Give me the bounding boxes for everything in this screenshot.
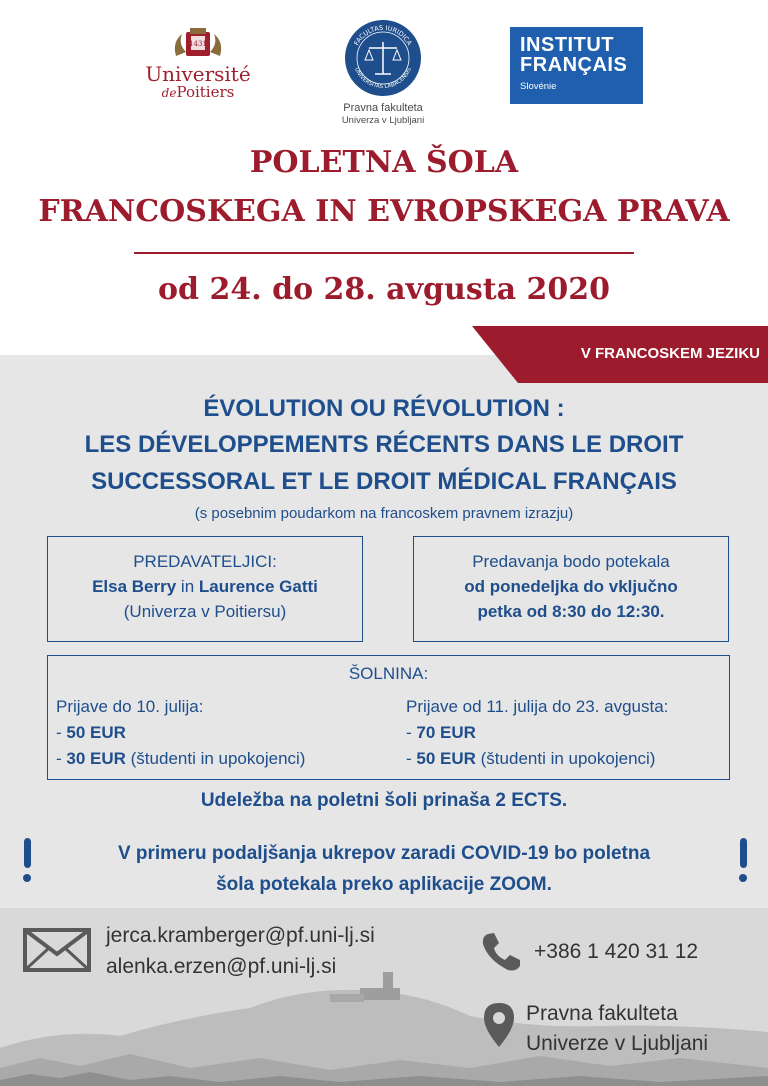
logo-bar: [0, 0, 768, 140]
phone-number[interactable]: +386 1 420 31 12: [534, 940, 699, 963]
fees-early-price1-value: 50 EUR: [66, 723, 126, 742]
lecturer-1: Elsa Berry: [92, 577, 177, 596]
pf-seal-icon: [343, 18, 423, 98]
poitiers-crest-icon: [170, 26, 226, 62]
title-line1: POLETNA ŠOLA: [249, 145, 519, 180]
lecturers-affiliation: (Univerza v Poitiersu): [123, 602, 287, 621]
pf-line1: Pravna fakulteta: [343, 102, 423, 114]
pf-seal-top-text: FACULTAS IURIDICA: [352, 23, 414, 47]
course-title-line1: ÉVOLUTION OU RÉVOLUTION :: [203, 395, 565, 422]
pravna-fakulteta-logo: [333, 18, 433, 127]
if-line2: FRANÇAIS: [520, 54, 628, 76]
email-1[interactable]: jerca.kramberger@pf.uni-lj.si: [106, 924, 375, 947]
lecturers-box: [47, 536, 363, 642]
address-line1: Pravna fakulteta: [526, 1002, 678, 1025]
lecturers-names: [48, 574, 362, 599]
fees-early: [56, 694, 305, 772]
if-line1: INSTITUT: [520, 34, 614, 56]
dash: -: [406, 749, 417, 768]
pf-seal-bottom-text: UNIVERSITAS LABACENSIS: [353, 66, 413, 91]
envelope-icon: [23, 928, 91, 972]
email-2[interactable]: alenka.erzen@pf.uni-lj.si: [106, 955, 337, 978]
schedule-line2: od ponedeljka do vključno: [464, 577, 678, 596]
fees-late-label: Prijave od 11. julija do 23. avgusta:: [406, 697, 669, 716]
fees-box: [47, 655, 730, 780]
location-pin-icon: [484, 1003, 514, 1047]
universite-poitiers-logo: [140, 26, 256, 106]
fees-title: ŠOLNINA:: [348, 664, 429, 683]
fees-early-price2: [56, 746, 305, 772]
dash: -: [406, 723, 417, 742]
fees-early-label: Prijave do 10. julija:: [56, 697, 204, 716]
dash: -: [56, 723, 67, 742]
fees-late-price2: [406, 746, 668, 772]
lecturers-label: PREDAVATELJICI:: [133, 552, 277, 571]
fees-early-price2-note: (študenti in upokojenci): [125, 749, 306, 768]
poitiers-de: de: [161, 86, 177, 100]
poitiers-year: 1431: [189, 40, 207, 48]
schedule-line1: Predavanja bodo potekala: [472, 552, 670, 571]
fees-early-price1: [56, 720, 305, 746]
covid-note-line2: šola potekala preko aplikacije ZOOM.: [216, 874, 552, 895]
schedule-line3: petka od 8:30 do 12:30.: [477, 602, 665, 621]
schedule-box: [413, 536, 729, 642]
course-title-line3: SUCCESSORAL ET LE DROIT MÉDICAL FRANÇAIS: [91, 468, 677, 495]
fees-late-price2-note: (študenti in upokojenci): [475, 749, 656, 768]
course-title-line2: LES DÉVELOPPEMENTS RÉCENTS DANS LE DROIT: [84, 431, 684, 458]
course-note: (s posebnim poudarkom na francoskem pravnem izrazju): [194, 505, 574, 522]
dash: -: [56, 749, 67, 768]
fees-late-price1-value: 70 EUR: [416, 723, 476, 742]
ects-note: Udeležba na poletni šoli prinaša 2 ECTS.: [200, 790, 568, 811]
fees-late-price2-value: 50 EUR: [416, 749, 476, 768]
pf-line2: Univerza v Ljubljani: [341, 115, 425, 126]
title-divider: [134, 252, 634, 254]
phone-icon: [480, 930, 524, 974]
lecturers-conj: in: [176, 577, 199, 596]
event-date: od 24. do 28. avgusta 2020: [158, 272, 610, 307]
fees-late: [406, 694, 668, 772]
fees-late-price1: [406, 720, 668, 746]
institut-francais-logo: [510, 27, 643, 104]
title-line2: FRANCOSKEGA IN EVROPSKEGA PRAVA: [38, 194, 730, 229]
poitiers-name: Poitiers: [176, 83, 235, 101]
language-ribbon-text: V FRANCOSKEM JEZIKU: [580, 345, 760, 362]
covid-note-line1: V primeru podaljšanja ukrepov zaradi COVID-19 bo poletna: [117, 843, 651, 864]
address-line2: Univerze v Ljubljani: [526, 1032, 709, 1055]
if-line3: Slovénie: [520, 81, 557, 92]
lecturer-2: Laurence Gatti: [198, 577, 318, 596]
poitiers-line1: Université: [145, 62, 251, 86]
fees-early-price2-value: 30 EUR: [66, 749, 126, 768]
poitiers-line2: [140, 84, 256, 101]
